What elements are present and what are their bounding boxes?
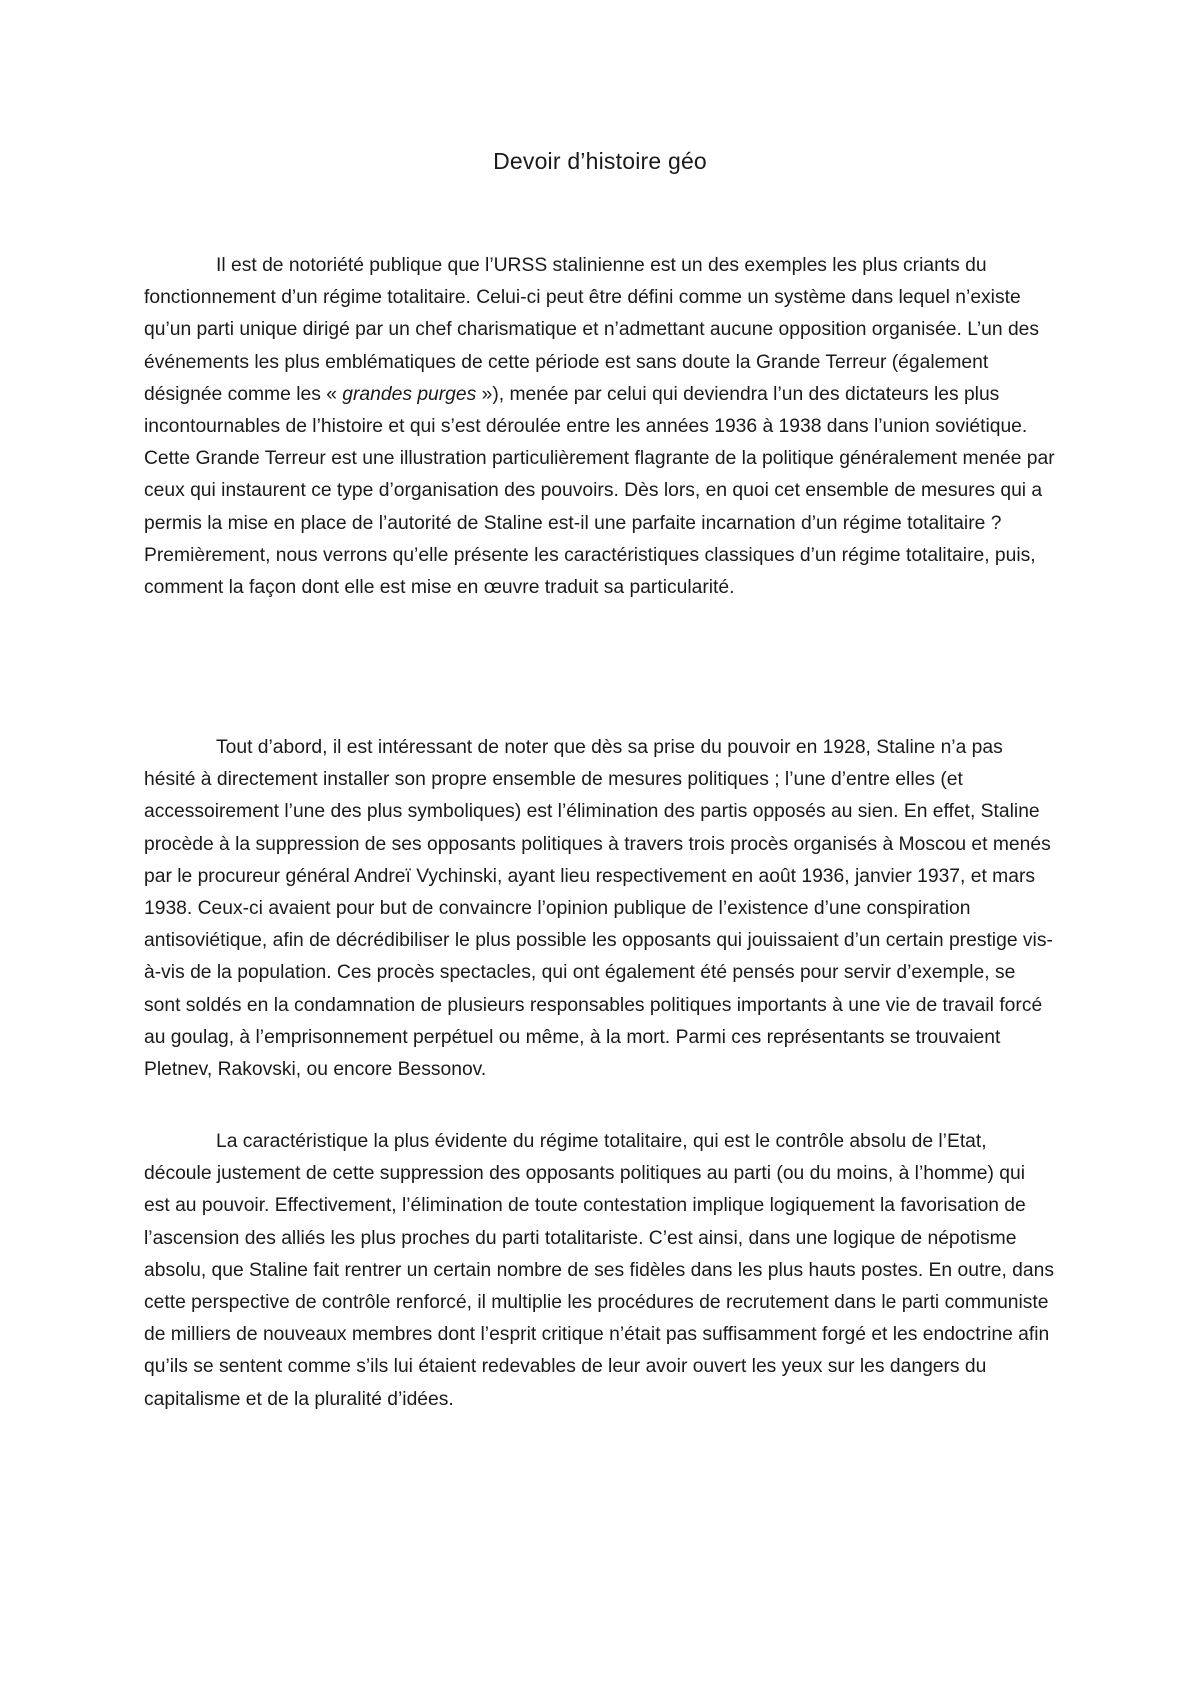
paragraph-text-start: Il est de notoriété publique que l’URSS stalinienne est un des exemples les plus criants du fonctionnement d’un régime totalitaire. Celui-ci peut être défini comme un système dans lequel n’existe qu’un parti unique dirigé par un chef charismatique et n’admettant aucune opposition organisée. L’un des événements les plus emblématiques de cette période est sans doute la Grande Terreur (également désignée comme les « (144, 255, 1040, 405)
document-title: Devoir d’histoire géo (493, 148, 707, 174)
paragraph-part-one (144, 732, 1056, 1086)
paragraph-text-end: »), menée par celui qui deviendra l’un des dictateurs les plus incontournables de l’histoire et qui s’est déroulée entre les années 1936 à 1938 dans l’union soviétique. Cette Grande Terreur est une illustration particulièrement flagrante de la politique généralement menée par ceux qui instaurent ce type d’organisation des pouvoirs. Dès lors, en quoi cet ensemble de mesures qui a permis la mise en place de l’autorité de Staline est-il une parfaite incarnation d’un régime totalitaire ? Premièrement, nous verrons qu’elle présente les caractéristiques classiques d’un régime totalitaire, puis, comment la façon dont elle est mise en œuvre traduit sa particularité. (144, 383, 1055, 599)
paragraph-text: Tout d’abord, il est intéressant de noter que dès sa prise du pouvoir en 1928, Staline n’a pas hésité à directement installer son propre ensemble de mesures politiques ; l’une d’entre elles (et accessoirement l’une des plus symboliques) est l’élimination des partis opposés au sien. En effet, Staline procède à la suppression de ses opposants politiques à travers trois procès organisés à Moscou et menés par le procureur général Andreï Vychinski, ayant lieu respectivement en août 1936, janvier 1937, et mars 1938. Ceux-ci avaient pour but de convaincre l’opinion publique de l’existence d’une conspiration antisoviétique, afin de décrédibiliser le plus possible les opposants qui jouissaient d’un certain prestige vis-à-vis de la population. Ces procès spectacles, qui ont également été pensés pour servir d’exemple, se sont soldés en la condamnation de plusieurs responsables politiques importants à une vie de travail forcé au goulag, à l’emprisonnement perpétuel ou même, à la mort. Parmi ces représentants se trouvaient Pletnev, Rakovski, ou encore Bessonov. (144, 737, 1053, 1081)
paragraph-introduction (144, 250, 1056, 604)
paragraph-text: La caractéristique la plus évidente du régime totalitaire, qui est le contrôle absolu de l’Etat, découle justement de cette suppression des opposants politiques au parti (ou du moins, à l’homme) qui est au pouvoir. Effectivement, l’élimination de toute contestation implique logiquement la favorisation de l’ascension des alliés les plus proches du parti totalitariste. C’est ainsi, dans une logique de népotisme absolu, que Staline fait rentrer un certain nombre de ses fidèles dans les plus hauts postes. En outre, dans cette perspective de contrôle renforcé, il multiplie les procédures de recrutement dans le parti communiste de milliers de nouveaux membres dont l’esprit critique n’était pas suffisamment forgé et les endoctrine afin qu’ils se sentent comme s’ils lui étaient redevables de leur avoir ouvert les yeux sur les dangers du capitalisme et de la pluralité d’idées. (144, 1131, 1054, 1410)
italic-phrase: grandes purges (342, 383, 477, 405)
paragraph-text (144, 250, 1056, 604)
paragraph-part-two (144, 1126, 1056, 1416)
